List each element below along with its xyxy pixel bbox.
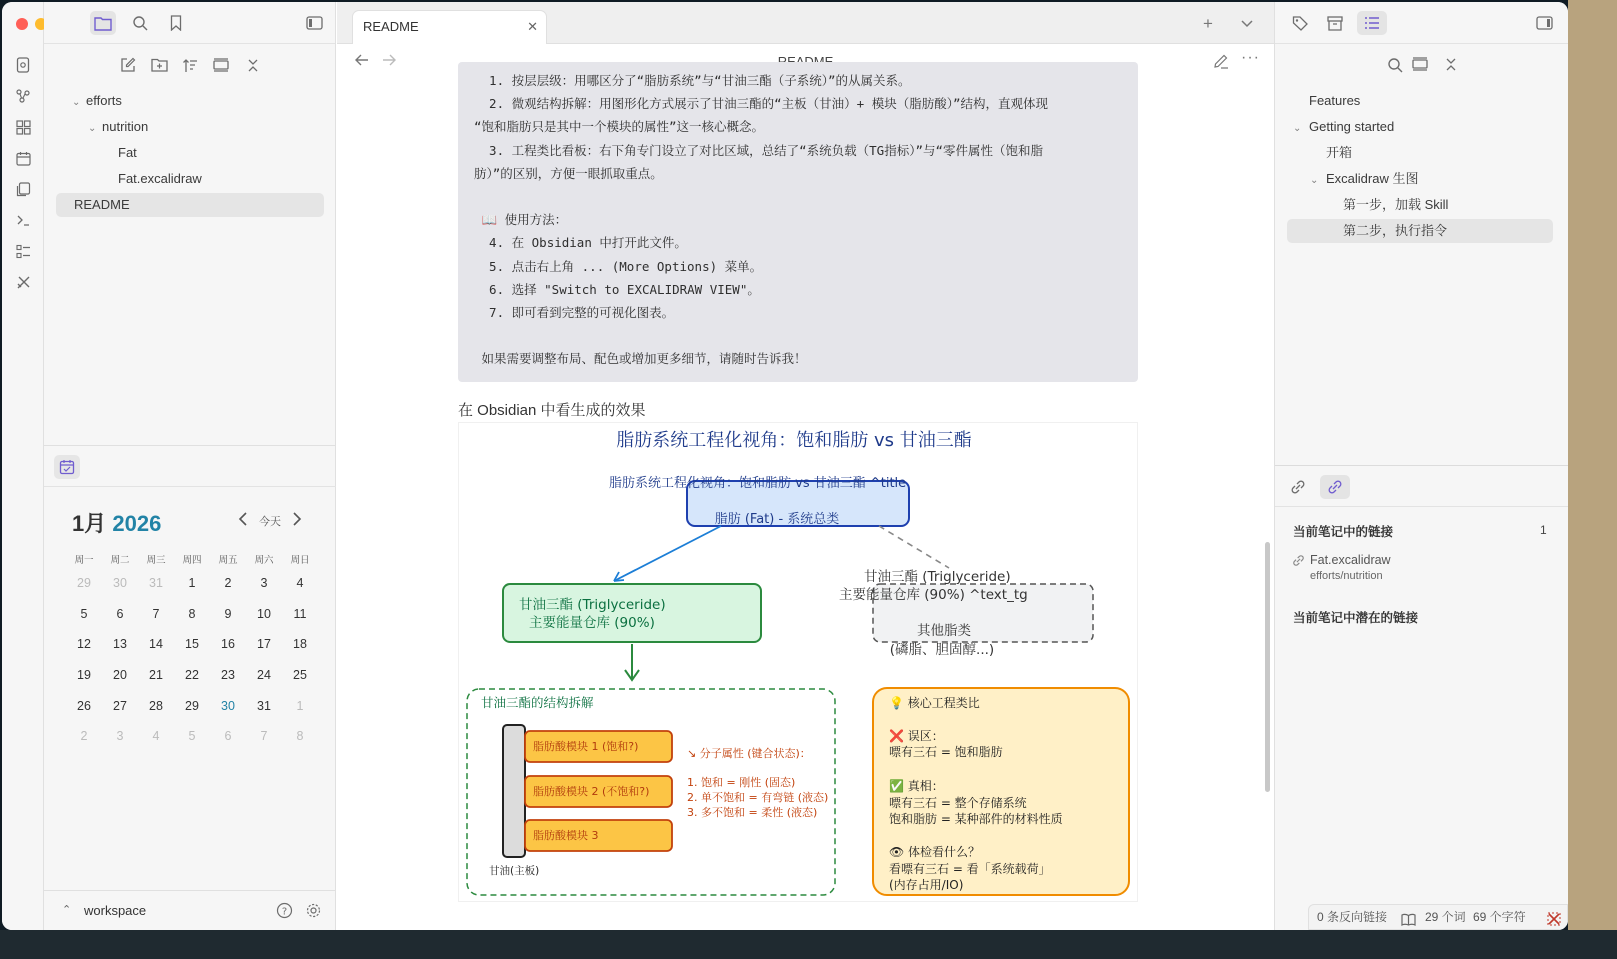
previous-month-icon[interactable]: [238, 512, 248, 529]
card-check-text-2: (内存占用/IO): [889, 878, 964, 892]
card-check-label: 👁 体检看什么？: [889, 845, 981, 859]
daily-note-calendar-icon[interactable]: [13, 148, 33, 168]
calendar-day[interactable]: 3: [116, 729, 124, 744]
root-to-other-arrow: [879, 526, 949, 568]
tg-box: [503, 584, 761, 642]
svg-text:?: ?: [281, 906, 288, 918]
other-label-2: (磷脂、胆固醇...): [889, 642, 995, 658]
calendar-day[interactable]: 6: [116, 606, 124, 621]
calendar-day[interactable]: 24: [257, 668, 271, 683]
calendar-day[interactable]: 3: [260, 576, 268, 591]
chevron-down-icon[interactable]: ⌄: [72, 97, 81, 108]
tags-tab[interactable]: [1287, 11, 1313, 35]
excalidraw-icon[interactable]: [13, 272, 33, 292]
code-line: 7. 即可看到完整的可视化图表。: [474, 305, 675, 320]
new-note-icon[interactable]: [115, 53, 141, 77]
calendar-day[interactable]: 26: [77, 698, 91, 713]
outline-item[interactable]: [1287, 193, 1553, 217]
reading-book-icon[interactable]: [1401, 910, 1416, 930]
left-ribbon: [2, 2, 44, 930]
calendar-day[interactable]: 30: [113, 576, 127, 591]
tree-item-label: README: [74, 197, 130, 212]
diagram-title: 脂肪系统工程化视角：饱和脂肪 vs 甘油三酯: [616, 430, 972, 451]
outline-item-label: Getting started: [1309, 119, 1395, 134]
outline-item[interactable]: [1287, 167, 1553, 191]
calendar-day[interactable]: 4: [296, 576, 304, 591]
command-palette-icon[interactable]: [13, 210, 33, 230]
calendar-day[interactable]: 27: [113, 698, 127, 713]
code-line: 1. 按层层级：用哪区分了“脂肪系统”与“甘油三酯（子系统）”的从属关系。: [474, 73, 911, 88]
tab-list-chevron-icon[interactable]: [1241, 16, 1253, 31]
editor-scrollbar[interactable]: [1265, 542, 1270, 792]
attr-2: 2. 单不饱和 = 有弯链 (液态): [687, 791, 829, 804]
calendar-day[interactable]: 29: [77, 576, 91, 591]
new-tab-icon[interactable]: +: [1203, 14, 1213, 33]
attr-1: 1. 饱和 = 刚性 (固态): [687, 776, 796, 789]
outgoing-link-path: efforts/nutrition: [1310, 570, 1383, 582]
collapse-right-sidebar-icon[interactable]: [1531, 11, 1557, 35]
calendar-day[interactable]: 10: [257, 606, 271, 621]
code-line: 肪）”的区别，方便一眼抓取重点。: [474, 165, 663, 181]
calendar-day[interactable]: 17: [257, 637, 271, 652]
tg-label-2: 主要能量仓库 (90%): [529, 615, 655, 631]
card-wrong-label: ❌ 误区：: [889, 729, 944, 743]
calendar-day[interactable]: 1: [296, 698, 304, 713]
vault-switcher-bar: [44, 890, 336, 930]
calendar-day[interactable]: 16: [221, 637, 235, 652]
tree-file[interactable]: [56, 193, 324, 217]
code-block: [458, 62, 1138, 382]
attr-title: ↘ 分子属性 (键合状态)：: [687, 747, 811, 760]
module-1-label: 脂肪酸模块 1 (饱和?): [533, 740, 639, 753]
calendar-day[interactable]: 30: [221, 698, 235, 713]
calendar-day[interactable]: 6: [224, 729, 232, 744]
glycerol-backbone: [503, 725, 525, 857]
outline-auto-expand-icon[interactable]: [1412, 57, 1428, 74]
code-line: 如果需要调整布局、配色或增加更多细节，请随时告诉我！: [474, 351, 807, 367]
outline-item[interactable]: [1287, 219, 1553, 243]
calendar-day[interactable]: 9: [224, 606, 232, 621]
sync-error-icon[interactable]: [1547, 910, 1561, 930]
close-tab-icon[interactable]: ✕: [527, 19, 538, 34]
unlinked-mentions-header[interactable]: 当前笔记中潜在的链接: [1293, 611, 1419, 625]
new-folder-icon[interactable]: [146, 53, 172, 77]
search-tab[interactable]: [127, 11, 153, 35]
chevron-updown-icon[interactable]: ⌃: [62, 904, 72, 916]
calendar-day[interactable]: 5: [188, 729, 196, 744]
calendar-day[interactable]: 22: [185, 668, 199, 683]
card-right-label: ✅ 真相：: [889, 779, 944, 793]
tree-item-label: Fat.excalidraw: [118, 171, 202, 186]
calendar-day[interactable]: 15: [185, 637, 199, 652]
outline-item-label: 开箱: [1326, 145, 1353, 160]
backlinks-tab[interactable]: [1285, 475, 1311, 499]
calendar-day[interactable]: 23: [221, 668, 235, 683]
calendar-day[interactable]: 31: [149, 576, 163, 591]
more-options-icon[interactable]: ···: [1241, 49, 1260, 66]
code-line: 5. 点击右上角 ... (More Options) 菜单。: [474, 258, 763, 274]
outgoing-links-tab[interactable]: [1320, 475, 1350, 499]
outline-item-label: Excalidraw 生图: [1326, 171, 1419, 186]
title-ref-label: 脂肪系统工程化视角：饱和脂肪 vs 甘油三酯 ^title: [609, 476, 907, 491]
calendar-grid: [66, 550, 318, 752]
structure-title: 甘油三酯的结构拆解: [481, 695, 594, 710]
root-to-tg-arrow: [614, 526, 721, 581]
calendar-day[interactable]: 31: [257, 698, 271, 713]
card-right-text-1: 嘌有三石 = 整个存储系统: [889, 796, 1027, 810]
tree-file[interactable]: [56, 141, 324, 165]
right-sidebar: [1274, 2, 1568, 930]
calendar-day[interactable]: 29: [185, 698, 199, 713]
open-quick-switcher-icon[interactable]: [13, 55, 33, 75]
close-window-button[interactable]: [16, 18, 28, 30]
outgoing-link-name[interactable]: Fat.excalidraw: [1310, 553, 1391, 567]
tab-readme[interactable]: README ✕: [352, 10, 547, 44]
weekday-label: 周六: [254, 555, 274, 566]
obsidian-window: [2, 2, 1568, 930]
tg-ref-1: 甘油三酯 (Triglyceride): [864, 569, 1011, 585]
backlinks-count[interactable]: 0 条反向链接: [1317, 910, 1388, 924]
calendar-day[interactable]: 2: [80, 729, 88, 744]
calendar-day[interactable]: 12: [77, 637, 91, 652]
calendar-day[interactable]: 1: [188, 576, 196, 591]
attr-3: 3. 多不饱和 = 柔性 (液态): [687, 806, 818, 819]
weekday-label: 周三: [146, 555, 166, 566]
vault-name[interactable]: workspace: [84, 903, 147, 918]
calendar-day[interactable]: 7: [152, 606, 160, 621]
outline-collapse-all-icon[interactable]: [1444, 57, 1458, 75]
edit-mode-icon[interactable]: [1213, 54, 1229, 72]
tg-label-1: 甘油三酯 (Triglyceride): [519, 597, 666, 613]
calendar-day[interactable]: 21: [149, 668, 163, 683]
bookmarks-tab[interactable]: [163, 11, 189, 35]
outline-item[interactable]: [1287, 89, 1553, 113]
graph-view-icon[interactable]: [13, 86, 33, 106]
calendar-day[interactable]: 28: [149, 698, 163, 713]
tree-item-label: efforts: [86, 93, 122, 108]
char-count: 69 个字符: [1473, 910, 1526, 924]
calendar-day[interactable]: 2: [224, 576, 232, 591]
left-sidebar: [44, 2, 336, 930]
tree-item-label: Fat: [118, 145, 137, 160]
help-icon[interactable]: [276, 902, 293, 922]
calendar-day[interactable]: 11: [293, 606, 307, 621]
chevron-down-icon[interactable]: ⌄: [1310, 175, 1319, 186]
weekday-label: 周五: [218, 555, 238, 566]
calendar-day[interactable]: 8: [296, 729, 304, 744]
calendar-day[interactable]: 8: [188, 606, 196, 621]
calendar-day[interactable]: 18: [293, 637, 307, 652]
tree-item-label: nutrition: [102, 119, 149, 134]
tree-folder[interactable]: [56, 89, 324, 113]
code-line: 📖 使用方法：: [474, 212, 568, 228]
calendar-day[interactable]: 13: [113, 637, 127, 652]
word-count: 29 个词: [1425, 910, 1466, 924]
tg-ref-2: 主要能量仓库 (90%) ^text_tg: [839, 587, 1028, 603]
today-button[interactable]: 今天: [259, 516, 281, 528]
code-line: “饱和脂肪只是其中一个模块的属性”这一核心概念。: [474, 119, 765, 135]
calendar-day[interactable]: 25: [293, 668, 307, 683]
calendar-day[interactable]: 5: [80, 606, 88, 621]
code-line: 6. 选择 "Switch to EXCALIDRAW VIEW"。: [474, 281, 760, 297]
weekday-label: 周四: [182, 555, 202, 566]
outline-item[interactable]: [1287, 115, 1553, 139]
outline-item-label: 第二步，执行指令: [1343, 223, 1448, 238]
settings-gear-icon[interactable]: [305, 902, 322, 922]
templates-icon[interactable]: [13, 179, 33, 199]
outline-tab[interactable]: [1357, 11, 1387, 35]
outgoing-links-count: 1: [1540, 523, 1547, 537]
code-line: 2. 微观结构拆解：用图形化方式展示了甘油三酯的“主板（甘油）+ 模块（脂肪酸）”结构，直观体现: [474, 96, 1048, 112]
link-icon: [1292, 554, 1305, 570]
collapse-all-icon[interactable]: [240, 53, 266, 77]
calendar-day[interactable]: 19: [77, 668, 91, 683]
outline-search-icon[interactable]: [1387, 57, 1403, 76]
chevron-down-icon[interactable]: ⌄: [88, 123, 97, 134]
file-explorer-tab[interactable]: [90, 11, 116, 35]
main-editor: [337, 2, 1274, 930]
card-wrong-text: 嘌有三石 = 饱和脂肪: [889, 745, 1003, 759]
card-title: 💡 核心工程类比: [889, 696, 980, 710]
card-right-text-2: 饱和脂肪 = 某种部件的材料性质: [889, 812, 1063, 826]
archive-tab[interactable]: [1322, 11, 1348, 35]
tree-file[interactable]: [56, 167, 324, 191]
tg-down-arrow: [625, 644, 639, 680]
module-2-label: 脂肪酸模块 2 (不饱和?): [533, 785, 650, 798]
module-3-label: 脂肪酸模块 3: [533, 829, 599, 842]
canvas-icon[interactable]: [13, 117, 33, 137]
tree-folder[interactable]: [56, 115, 324, 139]
outgoing-links-header[interactable]: 当前笔记中的链接: [1293, 525, 1394, 539]
excalidraw-embed[interactable]: [458, 422, 1138, 902]
calendar-tab[interactable]: [54, 455, 80, 479]
code-line: 3. 工程类比看板：右下角专门设立了对比区域，总结了“系统负载（TG指标）”与“零件属性（饱和脂: [474, 142, 1044, 158]
outline-item-label: 第一步，加载 Skill: [1343, 197, 1449, 212]
weekday-label: 周一: [74, 555, 94, 566]
outline-item-label: Features: [1309, 93, 1361, 108]
collapse-left-sidebar-icon[interactable]: [301, 11, 327, 35]
weekday-label: 周日: [290, 555, 310, 566]
next-month-icon[interactable]: [292, 512, 302, 529]
outline-item[interactable]: [1287, 141, 1553, 165]
code-line: 4. 在 Obsidian 中打开此文件。: [474, 235, 687, 251]
chevron-down-icon[interactable]: ⌄: [1293, 123, 1302, 134]
calendar-day[interactable]: 14: [149, 637, 163, 652]
calendar-day[interactable]: 20: [113, 668, 127, 683]
image-caption: 在 Obsidian 中看生成的效果: [458, 402, 646, 419]
weekday-label: 周二: [110, 555, 130, 566]
list-icon[interactable]: [13, 241, 33, 261]
other-label-1: 其他脂类: [917, 623, 971, 639]
sort-order-icon[interactable]: [177, 53, 203, 77]
auto-reveal-icon[interactable]: [208, 53, 234, 77]
calendar-month-year: 1月 2026: [72, 511, 162, 536]
root-label: 脂肪 (Fat) - 系统总类: [714, 512, 840, 527]
card-check-text-1: 看嘌有三石 = 看「系统载荷」: [889, 862, 1051, 876]
status-bar: [1308, 904, 1568, 930]
backbone-label: 甘油(主板): [489, 865, 540, 877]
calendar-day[interactable]: 4: [152, 729, 160, 744]
calendar-day[interactable]: 7: [260, 729, 268, 744]
